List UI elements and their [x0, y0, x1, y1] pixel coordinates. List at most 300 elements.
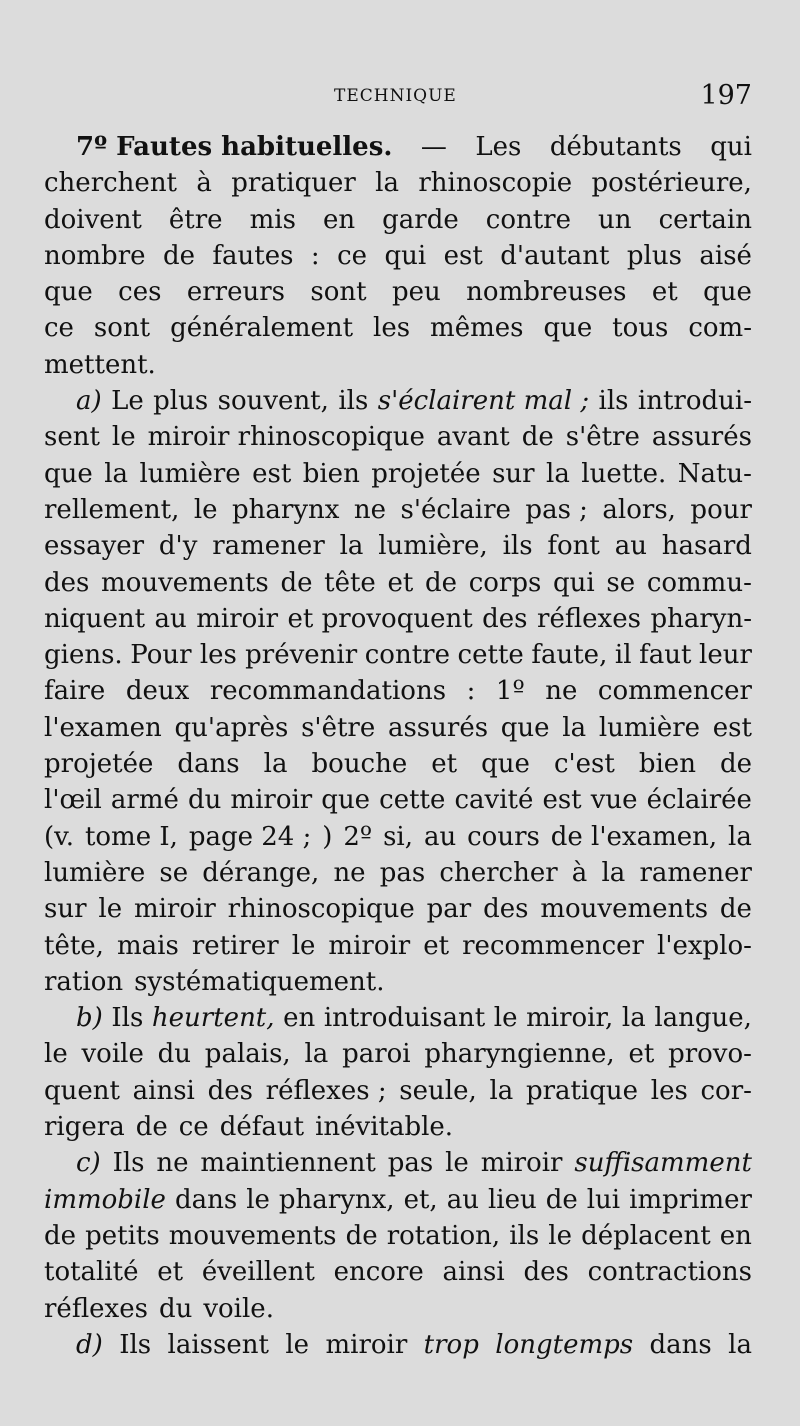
- word: cor-: [700, 1075, 752, 1106]
- text-line: [44, 528, 752, 564]
- word: pharynx,: [278, 1184, 395, 1215]
- word: rhinoscopique: [227, 894, 415, 925]
- word: encore: [333, 1257, 424, 1288]
- word: de l'examen,: [550, 821, 718, 852]
- word: pas: [379, 857, 426, 888]
- word: s'être: [301, 712, 376, 743]
- word: des: [483, 894, 529, 925]
- word: mettent.: [44, 349, 156, 380]
- word: du: [158, 1293, 193, 1324]
- word: faute,: [531, 640, 608, 671]
- word: projetée: [44, 749, 154, 780]
- word: mouvements: [540, 894, 709, 925]
- word: 7º Fautes habituelles.: [76, 132, 393, 162]
- word: maintiennent: [200, 1148, 376, 1179]
- word: que: [500, 712, 550, 743]
- word: la: [489, 1075, 514, 1106]
- word: des: [207, 1075, 253, 1106]
- word: les: [650, 1075, 688, 1106]
- word: la: [728, 821, 752, 852]
- word: voile.: [203, 1293, 274, 1324]
- text-line: [44, 565, 752, 601]
- word: du: [187, 785, 222, 816]
- word: cavité: [454, 785, 534, 816]
- body-text: [44, 129, 752, 1363]
- word: miroir rhinoscopique: [147, 422, 425, 453]
- word: la: [104, 458, 129, 489]
- word: de: [521, 422, 554, 453]
- word: tête,: [44, 930, 104, 961]
- word: de: [425, 567, 458, 598]
- word: la: [339, 531, 364, 562]
- word: fautes: [212, 240, 294, 271]
- word: rigera: [44, 1112, 125, 1143]
- word: introdui-: [637, 386, 752, 417]
- word: sont: [93, 313, 151, 344]
- word: postérieure,: [591, 168, 752, 199]
- word: Natu-: [677, 458, 752, 489]
- word: à: [571, 857, 588, 888]
- word: garde: [382, 204, 459, 235]
- word: recommencer: [462, 930, 644, 961]
- word: que: [543, 313, 593, 344]
- word: le: [246, 1184, 270, 1215]
- word: —: [420, 132, 447, 162]
- word: et: [628, 1039, 655, 1070]
- word: langue,: [654, 1003, 752, 1034]
- word: retirer: [191, 930, 279, 961]
- text-line: [44, 1291, 752, 1327]
- text-line: [44, 964, 752, 1000]
- text-line: [44, 1327, 752, 1363]
- text-line: [44, 855, 752, 891]
- word: aisé: [699, 240, 752, 271]
- word: tous: [612, 313, 669, 344]
- word: leur: [699, 640, 752, 671]
- text-line: [44, 1109, 752, 1145]
- word: réflexes ;: [265, 1075, 387, 1106]
- word: la: [728, 1329, 752, 1360]
- word: le: [548, 1220, 572, 1251]
- word: totalité: [44, 1257, 139, 1288]
- word: ils: [502, 531, 533, 562]
- word: mêmes: [430, 313, 524, 344]
- text-line: [44, 710, 752, 746]
- word: c): [76, 1148, 101, 1179]
- word: ne: [156, 1148, 189, 1179]
- word: bouche: [311, 749, 408, 780]
- word: voile: [81, 1039, 144, 1070]
- word: pas ;: [525, 494, 588, 525]
- word: sur: [44, 894, 87, 925]
- word: d'y: [158, 531, 198, 562]
- text-line: [44, 673, 752, 709]
- word: rellement,: [44, 494, 180, 525]
- word: heurtent,: [151, 1003, 275, 1034]
- word: faut: [639, 640, 692, 671]
- word: c'est: [553, 749, 615, 780]
- word: page 24 ;: [188, 821, 312, 852]
- word: au: [446, 1184, 479, 1215]
- word: miroir,: [526, 1003, 614, 1034]
- word: (v.: [44, 821, 75, 852]
- word: Ils: [119, 1329, 152, 1360]
- word: que: [321, 785, 371, 816]
- text-line: [44, 601, 752, 637]
- word: et: [423, 930, 450, 961]
- word: en: [719, 1220, 752, 1251]
- text-line: [44, 819, 752, 855]
- word: bien: [638, 749, 696, 780]
- word: en: [283, 1003, 316, 1034]
- word: corps: [468, 567, 542, 598]
- word: la: [375, 168, 399, 199]
- word: contre: [364, 640, 450, 671]
- word: défaut: [219, 1112, 305, 1143]
- word: s'éclaire: [400, 494, 511, 525]
- word: des: [44, 567, 90, 598]
- word: le: [98, 894, 123, 925]
- word: la: [263, 749, 288, 780]
- text-line: [44, 310, 752, 346]
- word: 2º: [343, 821, 373, 852]
- text-line: [44, 746, 752, 782]
- word: la: [562, 712, 587, 743]
- word: ces: [118, 277, 162, 308]
- word: cherchent: [44, 168, 178, 199]
- word: Ils: [112, 1148, 145, 1179]
- word: hasard: [661, 531, 752, 562]
- word: cette: [379, 785, 446, 816]
- word: la: [304, 1039, 329, 1070]
- word: sur: [492, 458, 535, 489]
- word: du: [157, 1039, 192, 1070]
- word: est: [252, 458, 292, 489]
- word: de: [280, 567, 313, 598]
- word: dans: [174, 1184, 238, 1215]
- word: l'explo-: [657, 930, 752, 961]
- word: miroir: [480, 1148, 563, 1179]
- word: miroir: [133, 894, 216, 925]
- word: commencer: [597, 676, 752, 707]
- word: qui: [553, 567, 595, 598]
- word: le: [44, 1039, 68, 1070]
- text-line: [44, 492, 752, 528]
- text-line: [44, 637, 752, 673]
- word: com-: [688, 313, 752, 344]
- word: s'être: [565, 422, 640, 453]
- word: ainsi: [442, 1257, 505, 1288]
- word: plus: [626, 240, 682, 271]
- word: vue: [590, 785, 638, 816]
- word: luette.: [581, 458, 667, 489]
- text-line: [44, 238, 752, 274]
- word: de: [719, 894, 752, 925]
- word: systématiquement.: [134, 966, 385, 997]
- word: Ils: [111, 1003, 144, 1034]
- word: certain: [658, 204, 752, 235]
- word: tête: [324, 567, 376, 598]
- word: dans: [177, 749, 240, 780]
- word: :: [310, 240, 320, 271]
- word: erreurs: [186, 277, 286, 308]
- word: de: [545, 1184, 578, 1215]
- text-line: [44, 782, 752, 818]
- word: de: [162, 240, 195, 271]
- word: éveillent: [201, 1257, 315, 1288]
- word: le: [445, 1148, 469, 1179]
- word: la: [621, 1003, 646, 1034]
- word: ne: [353, 494, 387, 525]
- word: trop: [423, 1329, 479, 1360]
- word: lui: [586, 1184, 621, 1215]
- word: commu-: [646, 567, 752, 598]
- word: mouvements: [101, 567, 269, 598]
- word: qu'après: [174, 712, 289, 743]
- word: cette: [457, 640, 524, 671]
- word: pour: [690, 494, 752, 525]
- word: se: [606, 567, 636, 598]
- word: la: [546, 458, 570, 489]
- word: ce: [178, 1112, 209, 1143]
- text-line: [44, 1145, 752, 1181]
- word: de: [345, 1220, 378, 1251]
- word: que: [703, 277, 752, 308]
- word: ainsi: [132, 1075, 195, 1106]
- text-line: [44, 891, 752, 927]
- word: inévitable.: [315, 1112, 454, 1143]
- word: mouvements: [168, 1220, 337, 1251]
- word: de: [719, 749, 752, 780]
- word: mis: [249, 204, 296, 235]
- word: imprimer: [629, 1184, 752, 1215]
- word: s'éclairent mal ;: [377, 386, 590, 417]
- text-line: [44, 1218, 752, 1254]
- word: le: [291, 930, 316, 961]
- word: doivent: [44, 204, 142, 235]
- word: Le: [111, 386, 144, 417]
- word: Les: [475, 132, 522, 162]
- text-line: [44, 1000, 752, 1036]
- word: tome I,: [84, 821, 178, 852]
- word: miroir: [328, 930, 411, 961]
- word: :: [466, 676, 476, 707]
- word: éclairée: [646, 785, 752, 816]
- word: au: [423, 821, 457, 852]
- word: armé: [110, 785, 179, 816]
- word: et: [651, 277, 678, 308]
- word: dans: [649, 1329, 712, 1360]
- word: peu: [392, 277, 441, 308]
- word: immobile: [44, 1184, 166, 1215]
- word: par: [426, 894, 472, 925]
- word: ils: [598, 386, 629, 417]
- word: alors,: [602, 494, 676, 525]
- word: en: [322, 204, 356, 235]
- word: réflexes: [44, 1293, 148, 1324]
- word: plus: [153, 386, 209, 417]
- word: lumière: [44, 857, 146, 888]
- word: la: [601, 857, 626, 888]
- word: qui: [384, 240, 427, 271]
- word: suffisamment: [574, 1148, 752, 1179]
- word: et: [387, 567, 414, 598]
- word: l'examen: [44, 712, 162, 743]
- word: et,: [403, 1184, 438, 1215]
- word: sont: [310, 277, 367, 308]
- word: essayer: [44, 531, 145, 562]
- word: rhinoscopie: [418, 168, 573, 199]
- word: ce: [44, 313, 74, 344]
- word: l'œil: [44, 785, 102, 816]
- word: le: [193, 494, 218, 525]
- word: les: [373, 313, 411, 344]
- word: ): [322, 821, 333, 852]
- word: mais: [116, 930, 179, 961]
- word: lumière: [598, 712, 701, 743]
- word: des: [523, 1257, 569, 1288]
- word: débutants: [549, 132, 682, 162]
- word: dérange,: [202, 857, 320, 888]
- word: généralement: [170, 313, 354, 344]
- word: nombre: [44, 240, 146, 271]
- word: ils: [338, 386, 369, 417]
- word: de: [135, 1112, 168, 1143]
- running-header: [44, 80, 752, 114]
- text-line: [44, 456, 752, 492]
- word: et provoquent: [287, 603, 473, 634]
- running-title: TECHNIQUE: [334, 86, 457, 106]
- word: pratiquer: [231, 168, 356, 199]
- word: ramener: [212, 531, 325, 562]
- text-line: [44, 347, 752, 383]
- word: miroir: [325, 1329, 408, 1360]
- word: b): [76, 1003, 103, 1034]
- word: ne: [545, 676, 578, 707]
- word: longtemps: [495, 1329, 634, 1360]
- word: le: [493, 1003, 518, 1034]
- word: au: [154, 603, 187, 634]
- word: nombreuses: [466, 277, 627, 308]
- word: et: [431, 749, 458, 780]
- page-number: 197: [700, 80, 752, 111]
- text-line: [44, 1073, 752, 1109]
- word: le: [285, 1329, 310, 1360]
- word: sent: [44, 422, 100, 453]
- text-line: [44, 202, 752, 238]
- word: et: [157, 1257, 184, 1288]
- word: cours: [467, 821, 540, 852]
- word: contre: [485, 204, 571, 235]
- word: introduisant: [323, 1003, 486, 1034]
- word: pharyngienne,: [424, 1039, 615, 1070]
- word: est: [443, 240, 483, 271]
- word: est: [712, 712, 752, 743]
- word: pas: [387, 1148, 434, 1179]
- word: pratique: [525, 1075, 639, 1106]
- word: que: [481, 749, 530, 780]
- word: petits: [85, 1220, 160, 1251]
- word: que: [44, 458, 93, 489]
- word: à: [196, 168, 212, 199]
- word: miroir: [230, 785, 313, 816]
- word: d): [76, 1329, 103, 1360]
- word: souvent,: [217, 386, 329, 417]
- word: déplacent: [581, 1220, 711, 1251]
- text-line: [44, 1254, 752, 1290]
- text-line: [44, 165, 752, 201]
- word: rotation,: [386, 1220, 501, 1251]
- word: miroir: [196, 603, 279, 634]
- word: projetée: [371, 458, 481, 489]
- word: font: [547, 531, 600, 562]
- word: d'autant: [500, 240, 610, 271]
- word: pharynx: [232, 494, 340, 525]
- word: il: [614, 640, 632, 671]
- word: de: [44, 1220, 77, 1251]
- word: provo-: [668, 1039, 752, 1070]
- word: un: [598, 204, 632, 235]
- word: ne: [333, 857, 366, 888]
- word: laissent: [167, 1329, 269, 1360]
- text-line: [44, 928, 752, 964]
- text-line: [44, 1182, 752, 1218]
- word: se: [159, 857, 189, 888]
- word: deux: [125, 676, 190, 707]
- word: bien: [302, 458, 360, 489]
- word: ration: [44, 966, 124, 997]
- text-line: [44, 383, 752, 419]
- word: ils: [509, 1220, 540, 1251]
- word: pharyn-: [650, 603, 752, 634]
- word: a): [76, 386, 102, 417]
- word: niquent: [44, 603, 146, 634]
- word: avant: [436, 422, 510, 453]
- word: ramener: [639, 857, 752, 888]
- word: lieu: [487, 1184, 537, 1215]
- word: assurés: [387, 712, 489, 743]
- word: seule,: [399, 1075, 477, 1106]
- word: faire: [44, 676, 106, 707]
- word: 1º: [495, 676, 525, 707]
- word: ce: [337, 240, 368, 271]
- word: être: [168, 204, 223, 235]
- word: assurés: [651, 422, 752, 453]
- word: réflexes: [537, 603, 641, 634]
- text-line: [44, 274, 752, 310]
- word: recommandations: [209, 676, 447, 707]
- word: Pour les prévenir: [130, 640, 358, 671]
- word: des: [482, 603, 528, 634]
- text-line: [44, 419, 752, 455]
- text-line: [44, 129, 752, 165]
- word: si,: [383, 821, 414, 852]
- word: palais,: [204, 1039, 291, 1070]
- word: contractions: [587, 1257, 752, 1288]
- word: qui: [710, 132, 752, 162]
- word: au: [614, 531, 647, 562]
- word: chercher: [439, 857, 558, 888]
- word: est: [542, 785, 582, 816]
- word: lumière,: [378, 531, 488, 562]
- word: le: [111, 422, 136, 453]
- word: quent: [44, 1075, 120, 1106]
- word: giens.: [44, 640, 123, 671]
- word: paroi: [342, 1039, 411, 1070]
- text-line: [44, 1036, 752, 1072]
- word: lumière: [139, 458, 241, 489]
- word: que: [44, 277, 93, 308]
